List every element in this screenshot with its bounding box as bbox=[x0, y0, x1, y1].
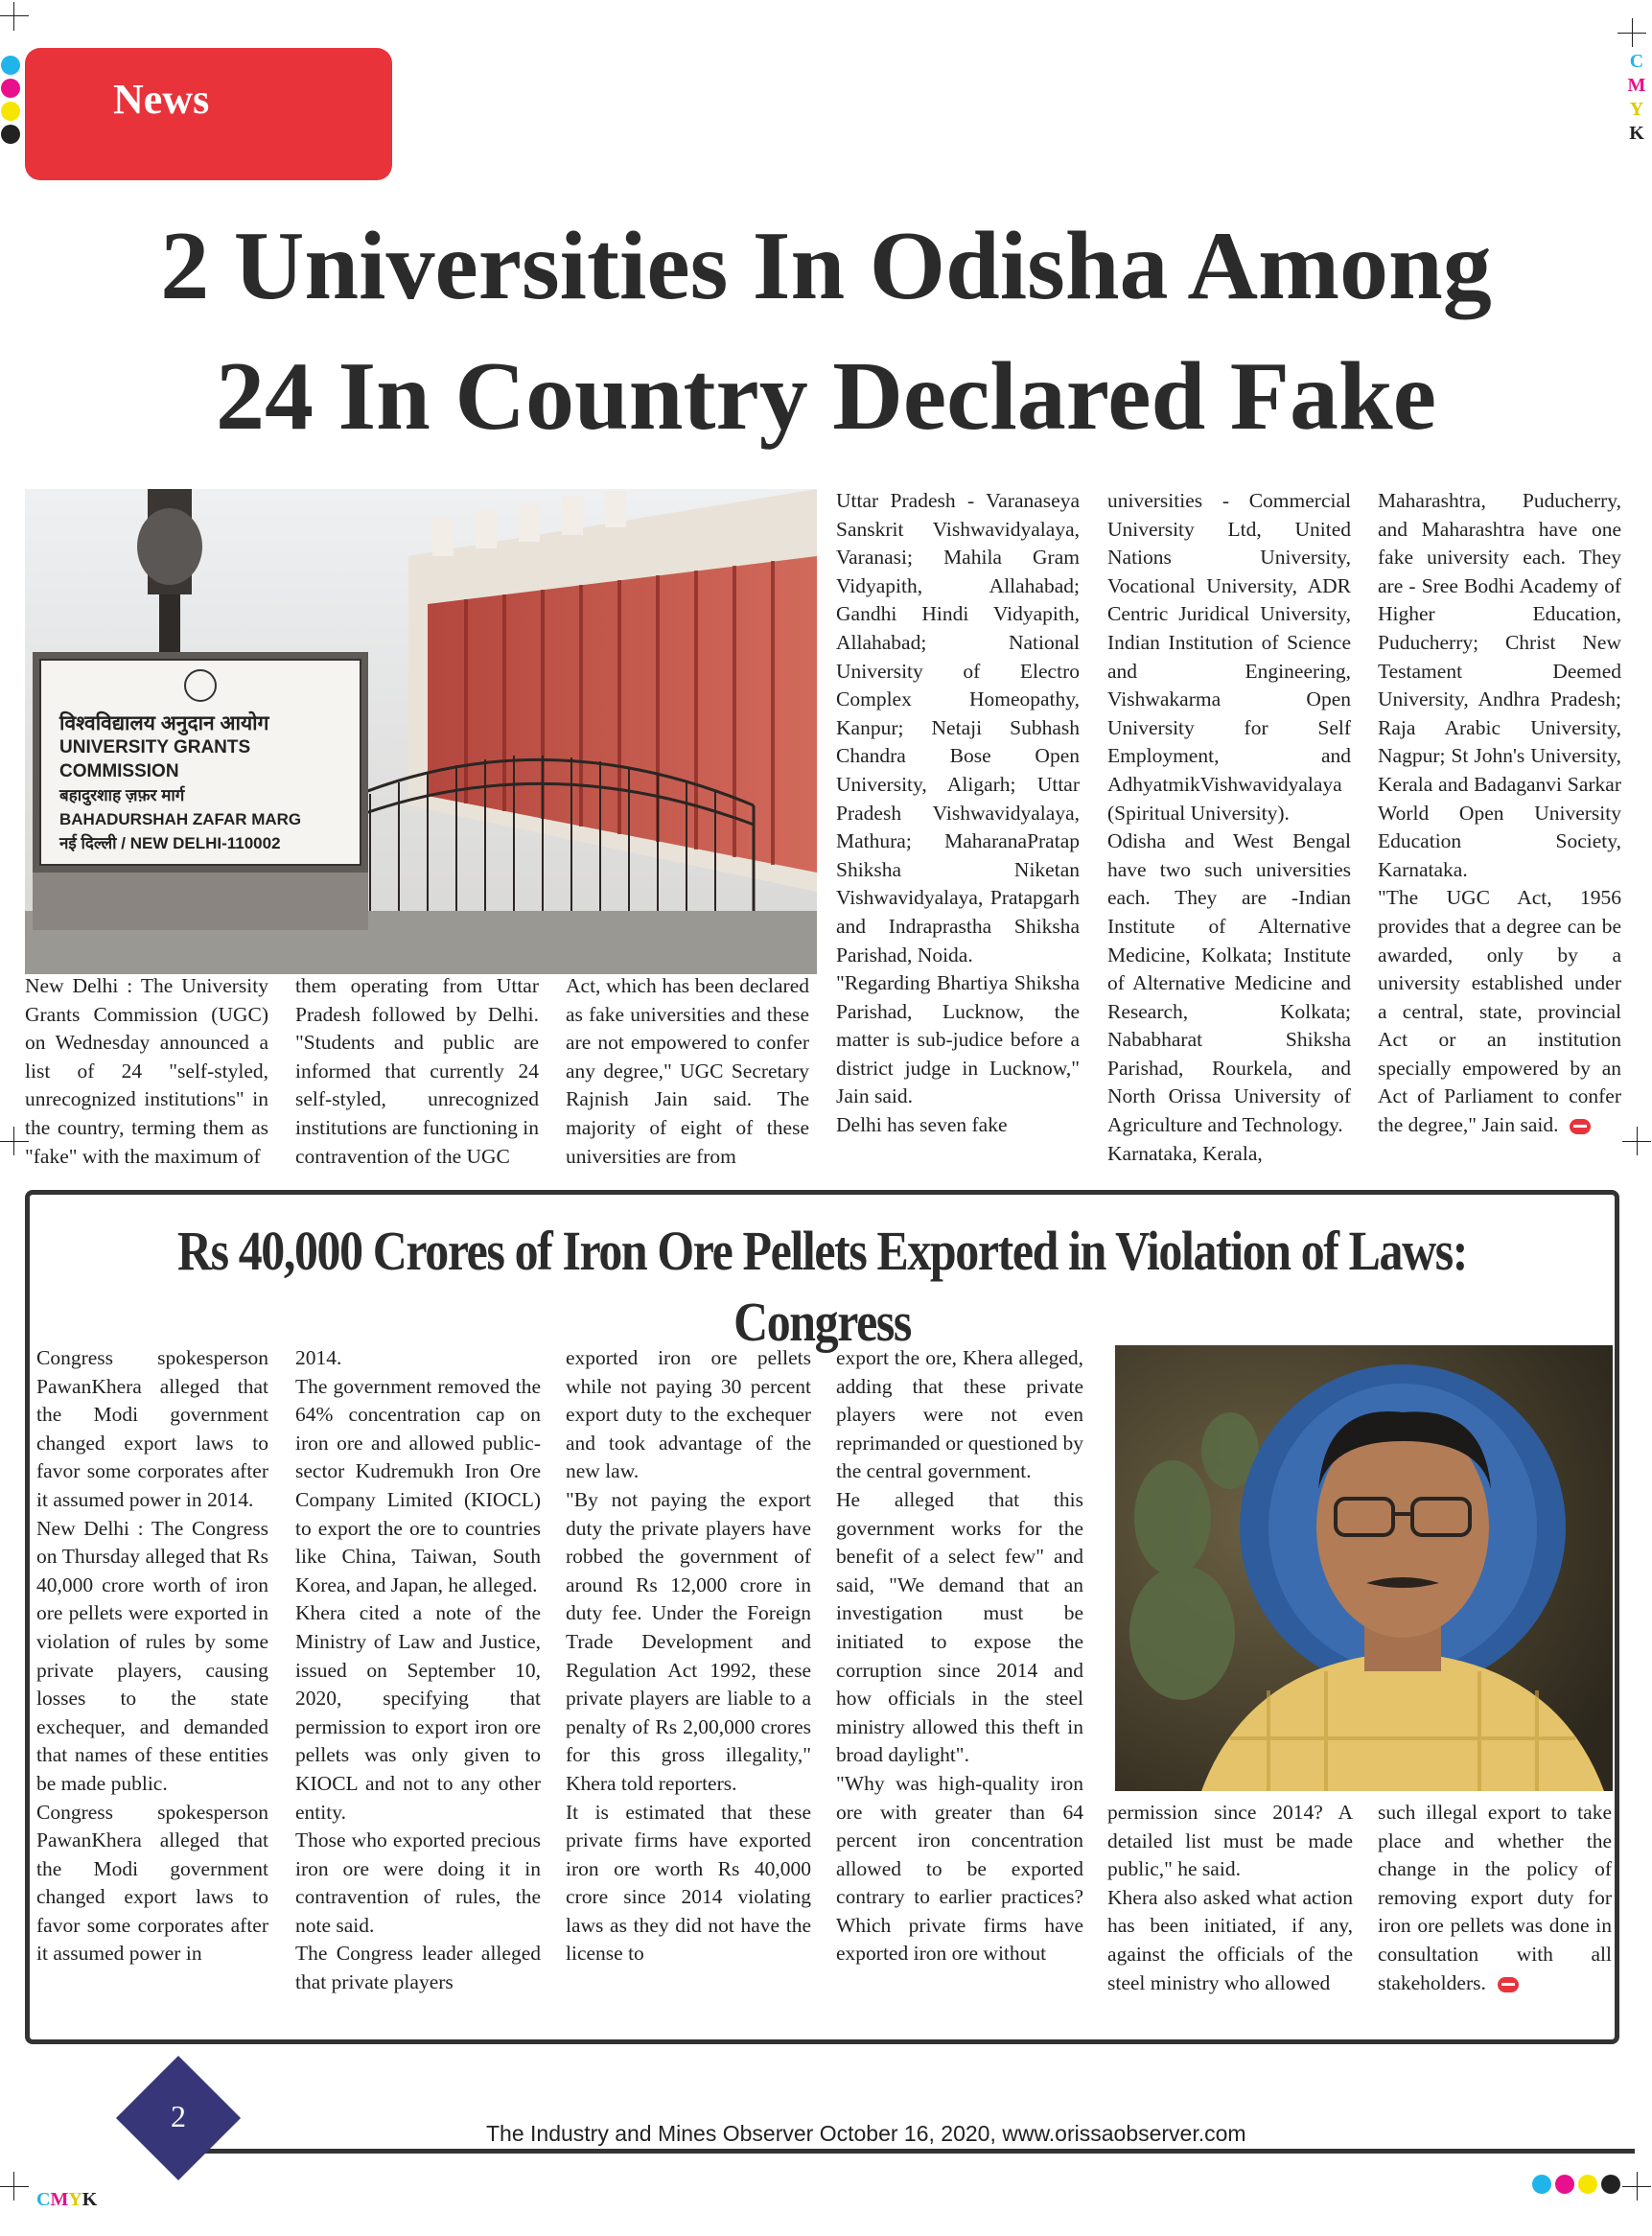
crop-mark bbox=[1632, 18, 1633, 47]
paragraph: universities - Commercial University Ltd, United Nations University, Vocational University, ADR Centric Juridical University, Indian Institution of Science and Engineering, Vishwakarma Open University for Self Employment, and AdhyatmikVishwavidyalaya (Spiritual University). bbox=[1107, 489, 1351, 825]
article-end-icon bbox=[1570, 1119, 1591, 1134]
article1-column-3 bbox=[566, 972, 809, 1171]
yellow-dot-icon bbox=[1578, 2175, 1597, 2194]
paragraph: The Congress leader alleged that private players bbox=[295, 1942, 541, 1994]
cyan-dot-icon bbox=[1532, 2175, 1551, 2194]
article2-column-1 bbox=[36, 1344, 268, 1968]
crop-mark bbox=[13, 2172, 14, 2201]
sign-text: UNIVERSITY GRANTS COMMISSION bbox=[59, 737, 251, 781]
footer-publication-line: The Industry and Mines Observer October 16, 2020, www.orissaobserver.com bbox=[486, 2121, 1246, 2146]
headline-line: 24 In Country Declared Fake bbox=[215, 342, 1437, 451]
cmyk-label-horizontal bbox=[36, 2189, 97, 2211]
section-label: News bbox=[113, 76, 210, 123]
magenta-dot-icon bbox=[1555, 2175, 1574, 2194]
paragraph: "By not paying the export duty the private players have robbed the government of around Rs 12,000 crore in duty fee. Under the Foreign Trade Development and Regulation Act 1992, these private players are liable to a penalty of Rs 2,00,000 crores for this gross illegality," Khera told reporters. bbox=[566, 1487, 811, 1795]
article2-column-3 bbox=[566, 1344, 811, 1968]
paragraph: Delhi has seven fake bbox=[836, 1113, 1008, 1137]
paragraph: Act, which has been declared as fake universities and these are not empowered to confer any degree," UGC Secretary Rajnish Jain said. The majority of eight of these universities are from bbox=[566, 974, 809, 1168]
paragraph: such illegal export to take place and whether the change in the policy of removing export duty for iron ore pellets was done in consultation with all stakeholders. bbox=[1378, 1801, 1612, 1994]
black-dot-icon bbox=[1, 125, 20, 144]
yellow-dot-icon bbox=[1, 102, 20, 121]
article2-column-6 bbox=[1378, 1799, 1612, 1997]
article1-column-5 bbox=[1107, 487, 1351, 1168]
crop-mark bbox=[1637, 2172, 1638, 2201]
crop-mark bbox=[13, 2, 14, 31]
paragraph: The government removed the 64% concentration cap on iron ore and allowed public-sector Kudremukh Iron Ore Company Limited (KIOCL) to export the ore to countries like China, Taiwan, South Korea, and Japan, he alleged. bbox=[295, 1374, 541, 1596]
magenta-dot-icon bbox=[1, 79, 20, 98]
article1-column-1 bbox=[25, 972, 268, 1171]
paragraph: Uttar Pradesh - Varanaseya Sanskrit Vishwavidyalaya, Varanasi; Mahila Gram Vidyapith, Allahabad; Gandhi Hindi Vidyapith, Allahabad; National University of Electro Complex Homeopathy, Kanpur; Netaji Subhash Chandra Bose Open University, Aligarh; Uttar Pradesh Vishwavidyalaya, Mathura; MaharanaPratap Shiksha Niketan Vishwavidyalaya, Pratapgarh and Indraprastha Shiksha Parishad, Noida. bbox=[836, 489, 1080, 967]
paragraph: Odisha and West Bengal have two such universities each. They are -Indian Institute of Alternative Medicine, Kolkata; Institute of Alternative Medicine and Research, Kolkata; Nababharat Shiksha Parishad, Rourkela, and North Orissa University of Agriculture and Technology. bbox=[1107, 829, 1351, 1137]
cmyk-k: K bbox=[81, 2189, 98, 2210]
paragraph: export the ore, Khera alleged, adding that these private players were not even reprimanded or questioned by the central government. bbox=[836, 1346, 1083, 1483]
paragraph: them operating from Uttar Pradesh followed by Delhi. "Students and public are informed that currently 24 self-styled, unrecognized institutions are functioning in contravention of the UGC bbox=[295, 974, 539, 1168]
cmyk-m: M bbox=[1627, 75, 1646, 96]
article2-headline: Rs 40,000 Crores of Iron Ore Pellets Exported in Violation of Laws: Congress bbox=[176, 1220, 1468, 1353]
cmyk-c: C bbox=[36, 2189, 51, 2210]
paragraph: New Delhi : The Congress on Thursday alleged that Rs 40,000 crore worth of iron ore pellets were exported in violation of rules by some private players, causing losses to the state exchequer, and demanded that names of these entities be made public. bbox=[36, 1516, 268, 1795]
crop-mark bbox=[0, 15, 29, 16]
section-tag bbox=[25, 48, 392, 180]
footer-rule bbox=[178, 2149, 1635, 2154]
paragraph: Those who exported precious iron ore were doing it in contravention of rules, the note said. bbox=[295, 1828, 541, 1937]
crop-mark bbox=[0, 2186, 29, 2187]
sign-text: नई दिल्ली / NEW DELHI-110002 bbox=[59, 834, 281, 852]
paragraph: "The UGC Act, 1956 provides that a degree can be awarded, only by a university established under a central, state, provincial Act or an institution specially empowered by an Act of Parliament to confer the degree," Jain said. bbox=[1378, 886, 1621, 1137]
paragraph: Khera cited a note of the Ministry of Law and Justice, issued on September 10, 2020, specifying that permission to export iron ore pellets was only given to KIOCL and not to any other entity. bbox=[295, 1601, 541, 1824]
paragraph: 2014. bbox=[295, 1346, 342, 1369]
article2-column-5 bbox=[1107, 1799, 1353, 1997]
paragraph: Congress spokesperson PawanKhera alleged that the Modi government changed export laws to favor some corporates after it assumed power in 2014. bbox=[36, 1346, 268, 1511]
headline-line: 2 Universities In Odisha Among bbox=[160, 212, 1492, 320]
sign-text: विश्वविद्यालय अनुदान आयोग bbox=[59, 712, 269, 734]
paragraph: He alleged that this government works for the benefit of a select few" and said, "We demand that an investigation must be initiated to expose the corruption since 2014 and how officials in the steel ministry allowed this theft in broad daylight". bbox=[836, 1487, 1083, 1767]
crop-mark bbox=[1637, 1127, 1638, 1155]
cmyk-k: K bbox=[1629, 123, 1644, 144]
cmyk-m: M bbox=[50, 2189, 69, 2210]
article2-column-2 bbox=[295, 1344, 541, 1997]
paragraph: Congress spokesperson PawanKhera alleged that the Modi government changed export laws to favor some corporates after it assumed power in bbox=[36, 1800, 268, 1966]
article-end-icon bbox=[1498, 1977, 1519, 1992]
person-photo bbox=[1115, 1345, 1613, 1791]
paragraph: Khera also asked what action has been initiated, if any, against the officials of the steel ministry who allowed bbox=[1107, 1885, 1353, 1994]
black-dot-icon bbox=[1601, 2175, 1620, 2194]
paragraph: New Delhi : The University Grants Commission (UGC) on Wednesday announced a list of 24 "self-styled, unrecognized institutions" in the country, terming them as "fake" with the maximum of bbox=[25, 974, 268, 1168]
cyan-dot-icon bbox=[1, 56, 20, 75]
sign-text: बहादुरशाह ज़फ़र मार्ग bbox=[59, 786, 185, 804]
crop-mark bbox=[13, 1127, 14, 1155]
article1-column-6 bbox=[1378, 487, 1621, 1140]
page-number: 2 bbox=[171, 2099, 186, 2133]
paragraph: "Regarding Bhartiya Shiksha Parishad, Lucknow, the matter is sub-judice before a district judge in Lucknow," Jain said. bbox=[836, 971, 1080, 1108]
paragraph: Maharashtra, Puducherry, and Maharashtra have one fake university each. They are - Sree Bodhi Academy of Higher Education, Puducherry; Christ New Testament Deemed University, Andhra Pradesh; Raja Arabic University, Nagpur; St John's University, Kerala and Badaganvi Sarkar World Open University Education Society, Karnataka. bbox=[1378, 489, 1621, 881]
cmyk-label-vertical bbox=[1627, 50, 1646, 146]
article2-column-4 bbox=[836, 1344, 1083, 1968]
paragraph: exported iron ore pellets while not paying 30 percent export duty to the exchequer and took advantage of the new law. bbox=[566, 1346, 811, 1483]
article1-headline bbox=[0, 201, 1652, 462]
ugc-building-photo bbox=[25, 489, 817, 974]
paragraph: Karnataka, Kerala, bbox=[1107, 1141, 1263, 1165]
paragraph: It is estimated that these private firms have exported iron ore worth Rs 40,000 crore since 2014 violating laws as they did not have the license to bbox=[566, 1800, 811, 1966]
article1-column-4 bbox=[836, 487, 1080, 1140]
sign-text: BAHADURSHAH ZAFAR MARG bbox=[59, 810, 302, 828]
paragraph: "Why was high-quality iron ore with greater than 64 percent iron concentration allowed to be exported contrary to earlier practices? Which private firms have exported iron ore without bbox=[836, 1771, 1083, 1966]
cmyk-y: Y bbox=[68, 2189, 82, 2210]
cmyk-c: C bbox=[1629, 51, 1644, 72]
cmyk-y: Y bbox=[1629, 99, 1644, 120]
paragraph: permission since 2014? A detailed list must be made public," he said. bbox=[1107, 1801, 1353, 1881]
person-illustration bbox=[1115, 1345, 1613, 1791]
article1-column-2 bbox=[295, 972, 539, 1171]
